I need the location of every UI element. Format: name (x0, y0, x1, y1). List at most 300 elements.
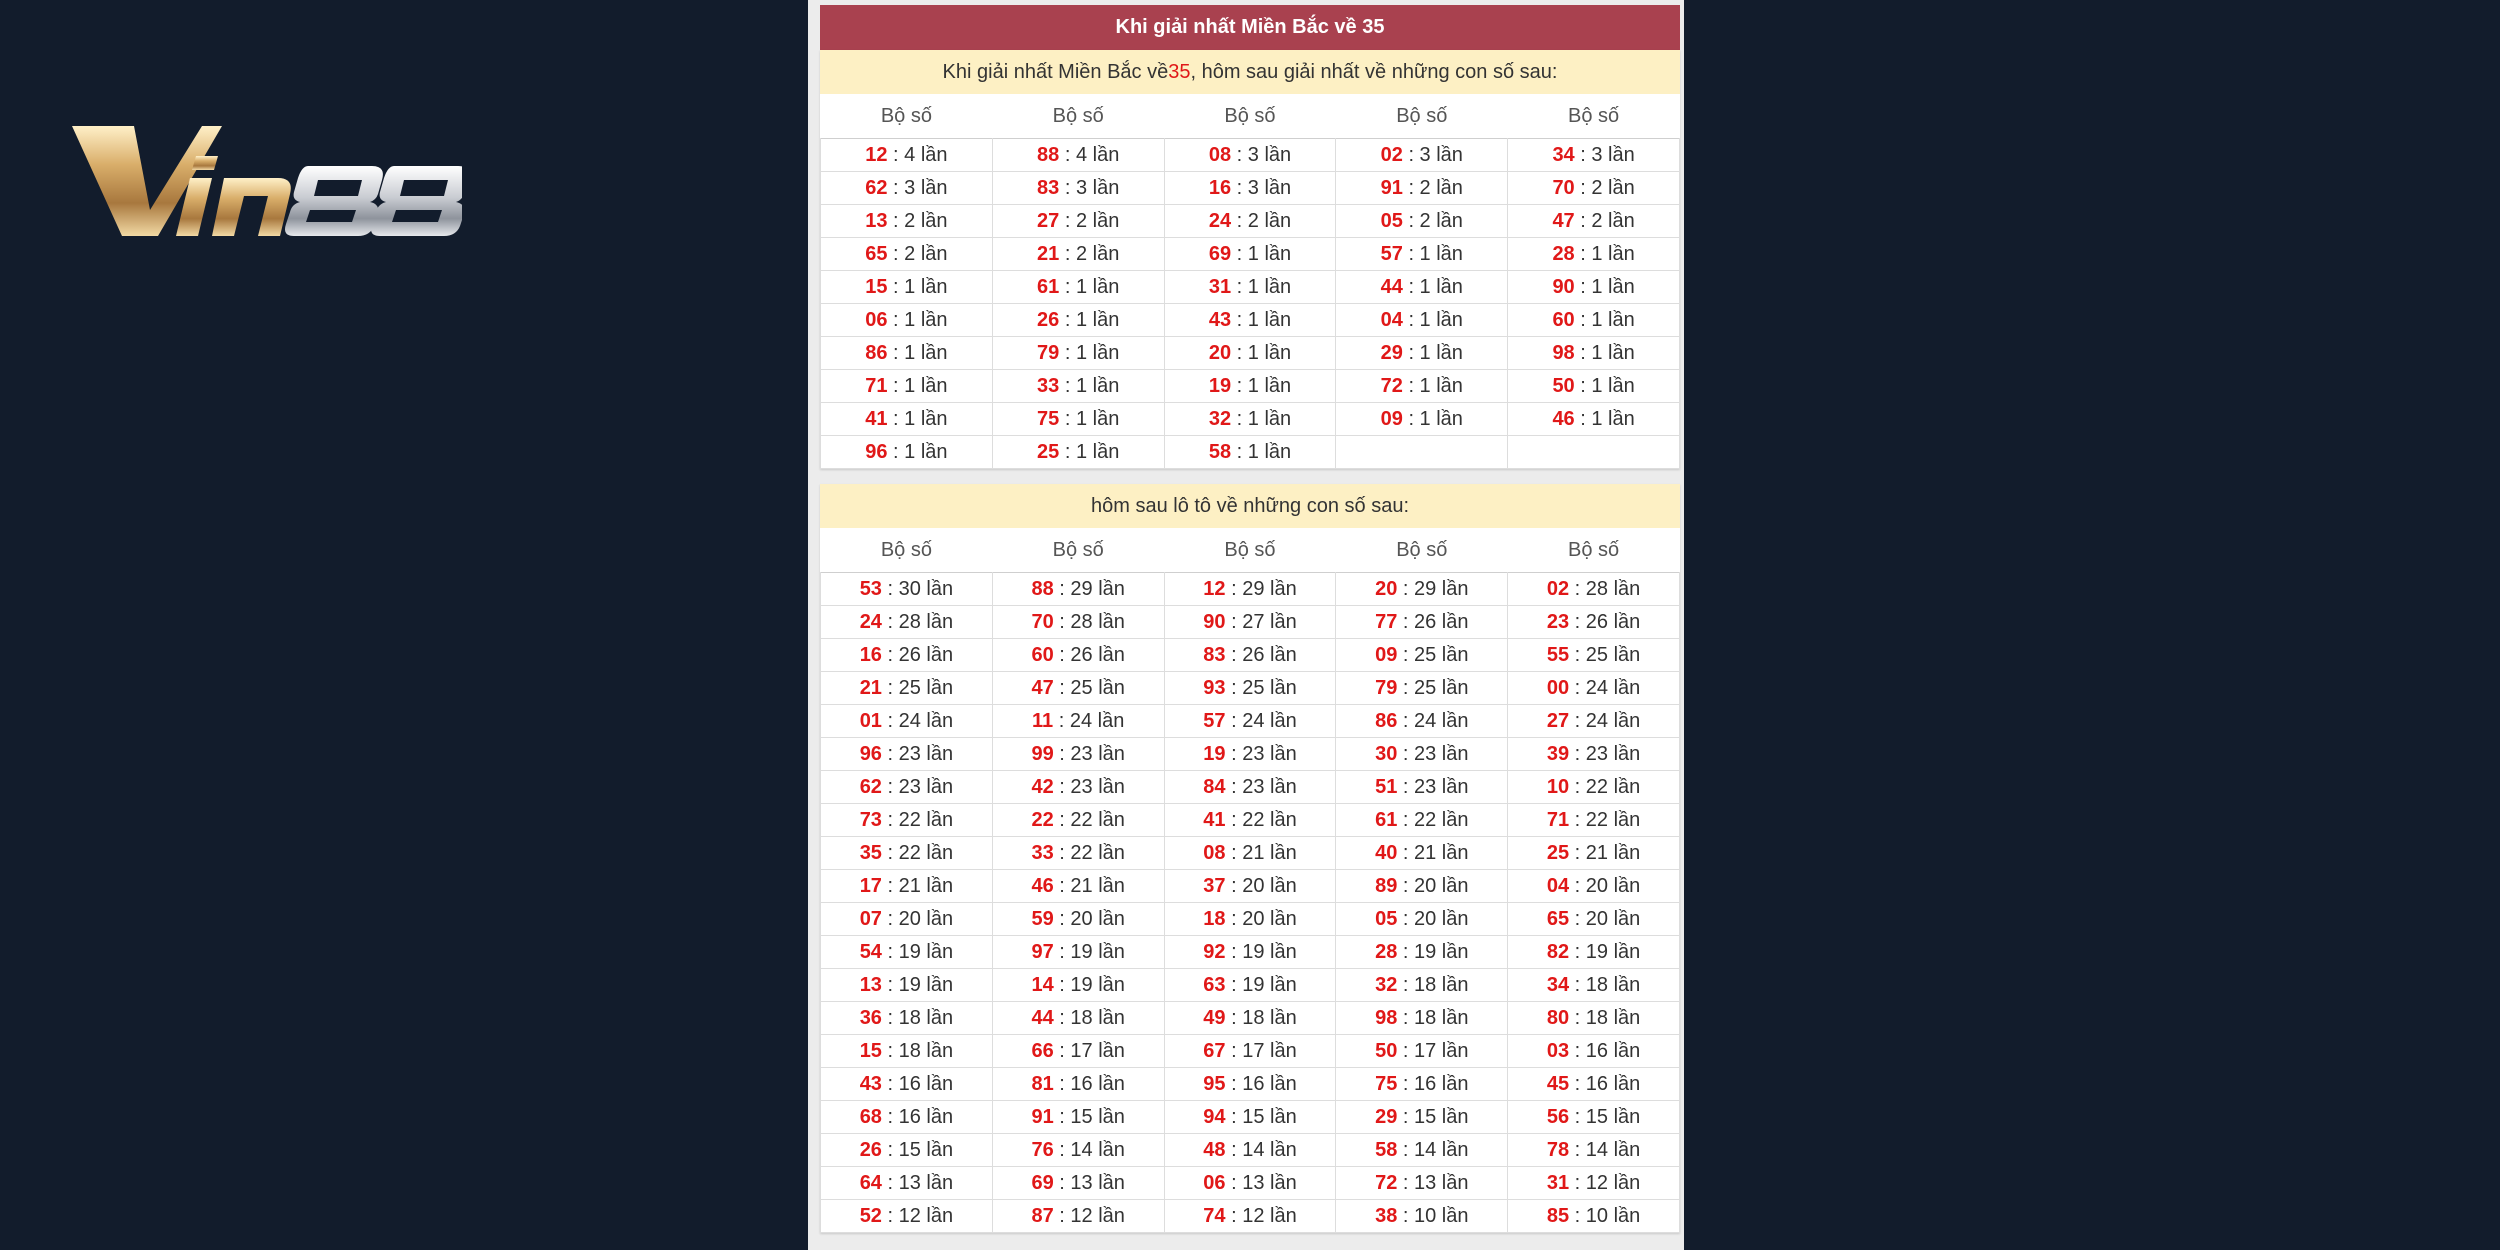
table-cell (992, 139, 1164, 172)
occurrence-count: : 22 lần (1569, 808, 1641, 831)
occurrence-count: : 26 lần (1569, 610, 1641, 633)
occurrence-count: : 2 lần (887, 242, 948, 265)
occurrence-count: : 1 lần (1402, 407, 1463, 430)
lottery-number: 43 (1208, 308, 1232, 331)
table-cell (1336, 238, 1508, 271)
table-cell (992, 1002, 1164, 1035)
table-cell (1336, 969, 1508, 1002)
table-cell (992, 870, 1164, 903)
lottery-number: 49 (1203, 1006, 1226, 1029)
table-cell (1164, 139, 1336, 172)
occurrence-count: : 14 lần (1397, 1138, 1469, 1161)
table-cell (821, 672, 993, 705)
occurrence-count: : 18 lần (1225, 1006, 1297, 1029)
table-row (821, 1134, 1680, 1167)
table-cell (1508, 271, 1680, 304)
column-header: Bộ số (1052, 538, 1104, 561)
occurrence-count: : 24 lần (881, 709, 954, 732)
lottery-number: 10 (1546, 775, 1570, 798)
table-cell (992, 771, 1164, 804)
table-cell (1508, 804, 1680, 837)
occurrence-count: : 1 lần (1231, 407, 1292, 430)
lottery-number: 34 (1552, 143, 1575, 166)
occurrence-count: : 3 lần (887, 176, 948, 199)
lottery-number: 45 (1546, 1072, 1570, 1095)
lottery-number: 65 (1546, 907, 1570, 930)
table-cell (1336, 705, 1508, 738)
occurrence-count: : 14 lần (1569, 1138, 1641, 1161)
vin88-logo (72, 118, 462, 248)
section1-subtitle (820, 50, 1680, 94)
lottery-number: 96 (865, 440, 888, 463)
lottery-number: 20 (1208, 341, 1232, 364)
lottery-number: 77 (1375, 610, 1398, 633)
lottery-number: 87 (1031, 1204, 1054, 1227)
lottery-number: 64 (859, 1171, 882, 1194)
occurrence-count: : 24 lần (1225, 709, 1297, 732)
occurrence-count: : 23 lần (1225, 742, 1297, 765)
lottery-number: 83 (1037, 176, 1060, 199)
occurrence-count: : 1 lần (1574, 341, 1635, 364)
occurrence-count: : 2 lần (1402, 176, 1463, 199)
table-row (821, 903, 1680, 936)
table-cell (992, 337, 1164, 370)
table-cell (1508, 205, 1680, 238)
lottery-number: 25 (1037, 440, 1060, 463)
table-cell (821, 1200, 993, 1233)
occurrence-count: : 24 lần (1053, 709, 1125, 732)
table-cell (1336, 771, 1508, 804)
table-cell (821, 639, 993, 672)
table-cell (821, 1101, 993, 1134)
lottery-number: 75 (1037, 407, 1060, 430)
lottery-number: 09 (1380, 407, 1403, 430)
table-cell (821, 936, 993, 969)
table-cell (992, 370, 1164, 403)
occurrence-count: : 20 lần (1225, 907, 1297, 930)
lottery-number: 81 (1031, 1072, 1054, 1095)
occurrence-count: : 1 lần (1231, 275, 1292, 298)
table-cell (1336, 1068, 1508, 1101)
table-cell (992, 238, 1164, 271)
table-cell (1336, 172, 1508, 205)
lottery-number: 36 (859, 1006, 882, 1029)
occurrence-count: : 21 lần (881, 874, 954, 897)
table-cell (821, 337, 993, 370)
lottery-number: 46 (1031, 874, 1054, 897)
table-cell (1336, 639, 1508, 672)
occurrence-count: : 24 lần (1569, 676, 1641, 699)
table-cell (821, 403, 993, 436)
lottery-number: 44 (1031, 1006, 1054, 1029)
table-cell (1508, 606, 1680, 639)
occurrence-count: : 1 lần (1402, 374, 1463, 397)
occurrence-count: : 18 lần (1397, 1006, 1469, 1029)
lottery-number: 41 (1203, 808, 1226, 831)
occurrence-count: : 13 lần (1397, 1171, 1469, 1194)
lottery-number: 90 (1552, 275, 1575, 298)
lottery-number: 80 (1546, 1006, 1570, 1029)
lottery-number: 70 (1031, 610, 1054, 633)
table-cell (1336, 1200, 1508, 1233)
lottery-number: 05 (1375, 907, 1398, 930)
lottery-number: 01 (859, 709, 882, 732)
lottery-number: 28 (1552, 242, 1575, 265)
lottery-number: 71 (1546, 808, 1570, 831)
lottery-number: 06 (1203, 1171, 1226, 1194)
lottery-number: 65 (865, 242, 888, 265)
occurrence-count: : 16 lần (1569, 1039, 1641, 1062)
table-cell (1336, 1134, 1508, 1167)
lottery-number: 24 (1208, 209, 1232, 232)
table-row (821, 969, 1680, 1002)
lottery-number: 28 (1375, 940, 1398, 963)
table-cell (1164, 1134, 1336, 1167)
table-cell (821, 139, 993, 172)
occurrence-count: : 1 lần (1402, 341, 1463, 364)
column-header: Bộ số (1224, 104, 1276, 127)
table-cell (1164, 1167, 1336, 1200)
table-cell (1164, 205, 1336, 238)
table-row (821, 1200, 1680, 1233)
table-cell (1336, 1167, 1508, 1200)
table-cell (992, 606, 1164, 639)
table-cell (1164, 304, 1336, 337)
lottery-number: 61 (1375, 808, 1398, 831)
lottery-number: 62 (865, 176, 888, 199)
lottery-number: 62 (859, 775, 882, 798)
lottery-number: 21 (859, 676, 882, 699)
lottery-number: 91 (1380, 176, 1403, 199)
column-header: Bộ số (1568, 538, 1620, 561)
table-cell (821, 271, 993, 304)
occurrence-count: : 1 lần (1574, 308, 1635, 331)
table-cell (821, 1167, 993, 1200)
column-header: Bộ số (1052, 104, 1104, 127)
section1-table (820, 94, 1680, 469)
occurrence-count: : 1 lần (1231, 440, 1292, 463)
occurrence-count: : 1 lần (887, 308, 948, 331)
occurrence-count: : 25 lần (1569, 643, 1641, 666)
table-cell (1164, 1002, 1336, 1035)
occurrence-count: : 20 lần (1397, 874, 1469, 897)
table-cell (1164, 672, 1336, 705)
table-cell (821, 172, 993, 205)
occurrence-count: : 15 lần (1569, 1105, 1641, 1128)
occurrence-count: : 19 lần (1225, 973, 1297, 996)
occurrence-count: : 24 lần (1397, 709, 1469, 732)
occurrence-count: : 1 lần (1574, 407, 1635, 430)
occurrence-count: : 1 lần (1059, 308, 1120, 331)
table-cell (1336, 403, 1508, 436)
occurrence-count: : 1 lần (1574, 374, 1635, 397)
lottery-number: 56 (1546, 1105, 1570, 1128)
table-cell (1508, 1134, 1680, 1167)
table-row (821, 672, 1680, 705)
lottery-number: 15 (865, 275, 888, 298)
table-row (821, 403, 1680, 436)
lottery-number: 48 (1203, 1138, 1226, 1161)
lottery-number: 68 (859, 1105, 882, 1128)
column-header: Bộ số (880, 538, 932, 561)
table-cell (821, 436, 993, 469)
lottery-number: 66 (1031, 1039, 1054, 1062)
lottery-number: 60 (1552, 308, 1575, 331)
lottery-number: 69 (1031, 1171, 1054, 1194)
lottery-number: 00 (1546, 676, 1570, 699)
lottery-number: 94 (1203, 1105, 1226, 1128)
occurrence-count: : 2 lần (1059, 209, 1120, 232)
table-cell (1336, 304, 1508, 337)
lottery-number: 72 (1375, 1171, 1398, 1194)
occurrence-count: : 30 lần (881, 577, 954, 600)
lottery-number: 52 (859, 1204, 882, 1227)
occurrence-count: : 23 lần (1397, 742, 1469, 765)
table-cell (1508, 573, 1680, 606)
lottery-number: 88 (1037, 143, 1060, 166)
table-cell (992, 1200, 1164, 1233)
occurrence-count: : 1 lần (1231, 308, 1292, 331)
section1-subtitle-prefix: Khi giải nhất Miền Bắc về (942, 60, 1169, 83)
table-cell (1336, 1002, 1508, 1035)
occurrence-count: : 22 lần (1053, 808, 1125, 831)
table-cell (992, 1167, 1164, 1200)
lottery-number: 72 (1380, 374, 1403, 397)
table-cell (1508, 1035, 1680, 1068)
lottery-number: 91 (1031, 1105, 1054, 1128)
occurrence-count: : 15 lần (1053, 1105, 1125, 1128)
occurrence-count: : 16 lần (1397, 1072, 1469, 1095)
occurrence-count: : 1 lần (1231, 242, 1292, 265)
occurrence-count: : 1 lần (1402, 242, 1463, 265)
table-cell (1336, 606, 1508, 639)
occurrence-count: : 2 lần (1059, 242, 1120, 265)
table-cell (821, 771, 993, 804)
table-cell (821, 205, 993, 238)
occurrence-count: : 1 lần (887, 374, 948, 397)
table-cell (1336, 936, 1508, 969)
table-cell (1336, 870, 1508, 903)
occurrence-count: : 3 lần (1574, 143, 1635, 166)
table-cell (992, 573, 1164, 606)
occurrence-count: : 16 lần (881, 1105, 954, 1128)
table-cell (992, 639, 1164, 672)
lottery-number: 47 (1552, 209, 1575, 232)
occurrence-count: : 25 lần (1397, 643, 1469, 666)
occurrence-count: : 12 lần (1569, 1171, 1641, 1194)
occurrence-count: : 25 lần (881, 676, 954, 699)
table-cell (1164, 370, 1336, 403)
lottery-number: 07 (859, 907, 882, 930)
results-panel (808, 0, 1684, 1250)
lottery-number: 84 (1203, 775, 1226, 798)
table-cell (1164, 1200, 1336, 1233)
occurrence-count: : 13 lần (881, 1171, 954, 1194)
section1-subtitle-number: 35 (1168, 60, 1191, 83)
lottery-number: 31 (1546, 1171, 1570, 1194)
lottery-number: 33 (1031, 841, 1054, 864)
table-cell (1508, 139, 1680, 172)
lottery-number: 31 (1208, 275, 1232, 298)
table-cell (992, 304, 1164, 337)
table-cell (1164, 870, 1336, 903)
column-header: Bộ số (1224, 538, 1276, 561)
lottery-number: 38 (1375, 1204, 1398, 1227)
lottery-number: 67 (1203, 1039, 1226, 1062)
lottery-number: 35 (859, 841, 882, 864)
occurrence-count: : 14 lần (1225, 1138, 1297, 1161)
table-cell (992, 1035, 1164, 1068)
table-cell (992, 903, 1164, 936)
table-cell (1508, 705, 1680, 738)
section1-subtitle-suffix: , hôm sau giải nhất về những con số sau: (1190, 60, 1558, 83)
lottery-number: 24 (859, 610, 882, 633)
occurrence-count: : 16 lần (1569, 1072, 1641, 1095)
lottery-number: 32 (1375, 973, 1398, 996)
occurrence-count: : 1 lần (1059, 407, 1120, 430)
table-cell (1336, 436, 1508, 469)
occurrence-count: : 17 lần (1053, 1039, 1125, 1062)
table-cell (1508, 172, 1680, 205)
table-cell (821, 705, 993, 738)
table-cell (1164, 837, 1336, 870)
lottery-number: 04 (1546, 874, 1570, 897)
table-cell (992, 969, 1164, 1002)
table-cell (1508, 837, 1680, 870)
lottery-number: 40 (1375, 841, 1398, 864)
section2-subtitle: hôm sau lô tô về những con số sau: (820, 484, 1680, 528)
occurrence-count: : 17 lần (1397, 1039, 1469, 1062)
occurrence-count: : 29 lần (1225, 577, 1297, 600)
table-cell (992, 436, 1164, 469)
table-cell (1164, 936, 1336, 969)
lottery-number: 99 (1031, 742, 1054, 765)
lottery-number: 33 (1037, 374, 1060, 397)
lottery-number: 43 (859, 1072, 882, 1095)
table-row (821, 705, 1680, 738)
lottery-number: 14 (1031, 973, 1054, 996)
table-cell (992, 1134, 1164, 1167)
occurrence-count: : 25 lần (1397, 676, 1469, 699)
section2-table (820, 528, 1680, 1233)
occurrence-count: : 14 lần (1053, 1138, 1125, 1161)
occurrence-count: : 22 lần (1053, 841, 1125, 864)
occurrence-count: : 13 lần (1225, 1171, 1297, 1194)
lottery-number: 53 (859, 577, 882, 600)
lottery-number: 08 (1203, 841, 1226, 864)
next-day-loto-block (820, 484, 1680, 1233)
table-cell (1336, 1035, 1508, 1068)
occurrence-count: : 17 lần (1225, 1039, 1297, 1062)
occurrence-count: : 18 lần (1569, 1006, 1641, 1029)
occurrence-count: : 19 lần (1569, 940, 1641, 963)
occurrence-count: : 3 lần (1231, 143, 1292, 166)
occurrence-count: : 28 lần (1569, 577, 1641, 600)
next-day-special-prize-block (820, 50, 1680, 469)
table-row (821, 436, 1680, 469)
occurrence-count: : 29 lần (1053, 577, 1125, 600)
table-cell (1508, 672, 1680, 705)
table-cell (1508, 870, 1680, 903)
occurrence-count: : 4 lần (1059, 143, 1120, 166)
table-row (821, 337, 1680, 370)
occurrence-count: : 15 lần (1397, 1105, 1469, 1128)
occurrence-count: : 26 lần (1225, 643, 1297, 666)
occurrence-count: : 22 lần (1225, 808, 1297, 831)
occurrence-count: : 2 lần (1402, 209, 1463, 232)
occurrence-count: : 16 lần (1225, 1072, 1297, 1095)
table-cell (821, 1002, 993, 1035)
table-cell (1164, 1068, 1336, 1101)
table-cell (1164, 969, 1336, 1002)
table-cell (1336, 573, 1508, 606)
occurrence-count: : 22 lần (1569, 775, 1641, 798)
table-cell (1336, 804, 1508, 837)
table-row (821, 606, 1680, 639)
table-cell (1508, 1200, 1680, 1233)
lottery-number: 46 (1552, 407, 1575, 430)
table-cell (821, 1068, 993, 1101)
occurrence-count: : 3 lần (1231, 176, 1292, 199)
lottery-number: 27 (1546, 709, 1570, 732)
lottery-number: 41 (865, 407, 888, 430)
lottery-number: 88 (1031, 577, 1054, 600)
lottery-number: 13 (865, 209, 888, 232)
occurrence-count: : 1 lần (887, 407, 948, 430)
lottery-number: 69 (1208, 242, 1232, 265)
table-cell (992, 403, 1164, 436)
lottery-number: 12 (865, 143, 888, 166)
lottery-number: 89 (1375, 874, 1398, 897)
occurrence-count: : 3 lần (1402, 143, 1463, 166)
occurrence-count: : 1 lần (1402, 308, 1463, 331)
lottery-number: 58 (1375, 1138, 1398, 1161)
table-cell (1508, 936, 1680, 969)
table-row (821, 1101, 1680, 1134)
column-header: Bộ số (1568, 104, 1620, 127)
lottery-number: 71 (865, 374, 888, 397)
occurrence-count: : 28 lần (881, 610, 954, 633)
occurrence-count: : 16 lần (1053, 1072, 1125, 1095)
table-cell (821, 903, 993, 936)
lottery-number: 02 (1546, 577, 1570, 600)
lottery-number: 61 (1037, 275, 1060, 298)
table-cell (1508, 238, 1680, 271)
lottery-number: 34 (1546, 973, 1570, 996)
lottery-number: 85 (1546, 1204, 1570, 1227)
table-cell (821, 370, 993, 403)
lottery-number: 18 (1203, 907, 1226, 930)
lottery-number: 83 (1203, 643, 1226, 666)
lottery-number: 26 (859, 1138, 882, 1161)
lottery-number: 15 (859, 1039, 882, 1062)
lottery-number: 23 (1546, 610, 1570, 633)
occurrence-count: : 20 lần (881, 907, 954, 930)
occurrence-count: : 19 lần (1225, 940, 1297, 963)
table-cell (1164, 271, 1336, 304)
table-cell (1336, 903, 1508, 936)
occurrence-count: : 23 lần (1569, 742, 1641, 765)
table-cell (1164, 771, 1336, 804)
table-cell (992, 205, 1164, 238)
lottery-number: 37 (1203, 874, 1226, 897)
column-header: Bộ số (1396, 538, 1448, 561)
table-cell (992, 804, 1164, 837)
occurrence-count: : 18 lần (1397, 973, 1469, 996)
table-cell (1508, 370, 1680, 403)
table-row (821, 936, 1680, 969)
table-cell (1336, 1101, 1508, 1134)
